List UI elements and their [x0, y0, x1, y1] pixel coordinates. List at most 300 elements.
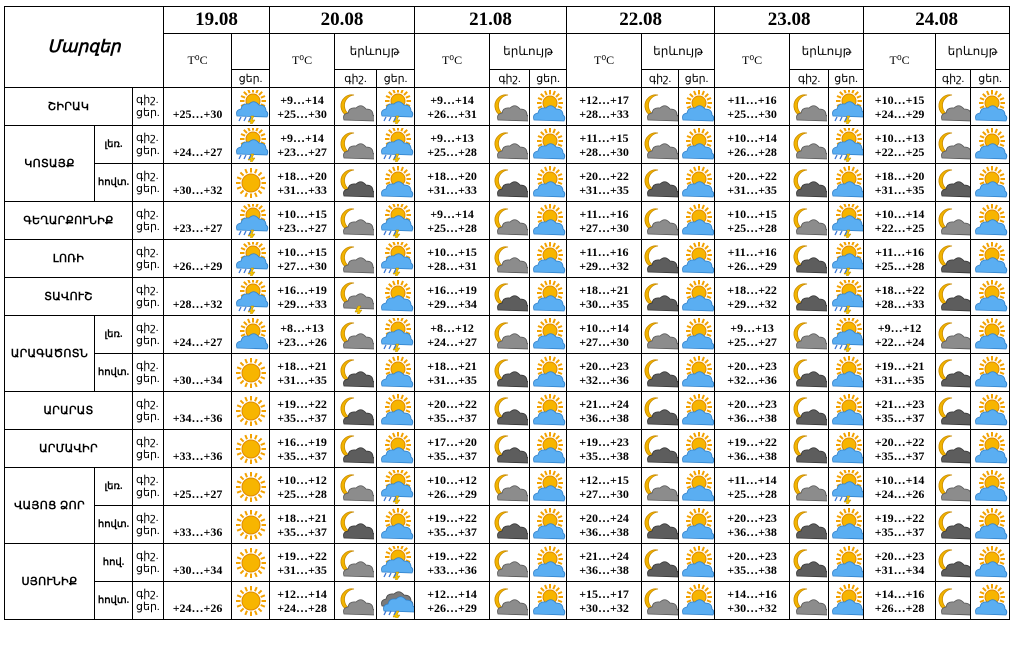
weather-cell: [232, 240, 270, 278]
night-temp: +19…+23: [579, 434, 629, 449]
moon-dark-cloud-icon: [936, 242, 970, 276]
sun-cloud-icon: [829, 546, 863, 580]
night-weather-cell: [936, 164, 971, 202]
day-weather-cell: [377, 354, 415, 392]
day-temp: +31…+35: [874, 372, 925, 387]
day-label: ցեր.: [136, 410, 160, 423]
day-weather-cell: [377, 240, 415, 278]
sun-cloud-icon: [679, 90, 714, 124]
day-temp: +30…+32: [172, 182, 223, 197]
sun-cloud-icon: [971, 356, 1009, 390]
temp-cell: [164, 544, 232, 582]
sun-cloud-icon: [679, 280, 714, 314]
weather-cell: [232, 126, 270, 164]
sun-cloud-storm-icon: [829, 204, 863, 238]
date-header: 23.08: [715, 7, 864, 34]
moon-dark-cloud-icon: [335, 432, 376, 466]
table-row: [5, 316, 1010, 354]
day-weather-cell: [530, 544, 567, 582]
night-weather-cell: [642, 278, 679, 316]
night-temp: +16…+19: [277, 434, 327, 449]
temp-cell: [270, 506, 335, 544]
night-day-label: [133, 316, 164, 354]
day-weather-cell: [679, 430, 715, 468]
day-temp: +26…+28: [727, 144, 777, 159]
weather-cell: [232, 316, 270, 354]
day-weather-cell: [530, 582, 567, 620]
night-weather-cell: [490, 506, 530, 544]
date-header: 19.08: [164, 7, 270, 34]
weather-cell: [232, 506, 270, 544]
night-weather-cell: [642, 164, 679, 202]
date-header: 22.08: [567, 7, 715, 34]
moon-cloud-icon: [490, 90, 529, 124]
night-temp: +21…+23: [874, 396, 925, 411]
temp-cell: [415, 544, 490, 582]
day-temp: +35…+38: [727, 562, 777, 577]
sun-cloud-storm-icon: [232, 128, 269, 162]
temp-cell: [415, 468, 490, 506]
temp-cell: [864, 316, 936, 354]
sun-cloud-icon: [679, 128, 714, 162]
day-temp: +33…+36: [172, 524, 223, 539]
moon-dark-cloud-icon: [490, 166, 529, 200]
night-temp: +11…+16: [875, 244, 925, 259]
night-label: գիշ.: [136, 397, 159, 410]
day-weather-cell: [530, 88, 567, 126]
day-temp: +28…+33: [874, 296, 925, 311]
sun-cloud-icon: [971, 90, 1009, 124]
night-header: գիշ.: [790, 70, 829, 88]
night-day-label: [133, 506, 164, 544]
moon-dark-cloud-icon: [936, 356, 970, 390]
moon-cloud-icon: [790, 90, 828, 124]
sun-cloud-icon: [679, 204, 714, 238]
night-temp: +10…+15: [277, 244, 327, 259]
temp-cell: [415, 582, 490, 620]
night-weather-cell: [790, 316, 829, 354]
night-day-label: [133, 126, 164, 164]
night-temp: +12…+14: [277, 586, 327, 601]
night-temp: +9…+13: [730, 320, 774, 335]
day-temp: +24…+27: [427, 334, 477, 349]
sun-cloud-storm-icon: [829, 242, 863, 276]
night-weather-cell: [790, 164, 829, 202]
sun-cloud-icon: [530, 546, 566, 580]
moon-cloud-icon: [490, 242, 529, 276]
sun-cloud-icon: [530, 394, 566, 428]
sun-cloud-icon: [971, 432, 1009, 466]
night-weather-cell: [335, 88, 377, 126]
night-temp: +9…+14: [280, 130, 324, 145]
temp-header: T⁰C: [415, 34, 490, 88]
zone-name: հովտ.: [95, 506, 133, 544]
night-temp: +9…+12: [877, 320, 922, 335]
day-temp: +35…+37: [277, 524, 327, 539]
day-temp: +31…+33: [277, 182, 327, 197]
night-temp: +20…+23: [579, 358, 629, 373]
sun-cloud-icon: [377, 394, 414, 428]
night-weather-cell: [936, 240, 971, 278]
sun-cloud-icon: [971, 470, 1009, 504]
day-weather-cell: [679, 164, 715, 202]
sun-icon: [232, 584, 269, 618]
temp-cell: [270, 278, 335, 316]
day-weather-cell: [829, 240, 864, 278]
day-temp: +25…+28: [727, 220, 777, 235]
moon-cloud-icon: [936, 128, 970, 162]
day-temp: +31…+35: [727, 182, 777, 197]
moon-cloud-icon: [490, 128, 529, 162]
moon-dark-cloud-icon: [642, 242, 678, 276]
day-label: ցեր.: [136, 258, 160, 271]
moon-dark-cloud-icon: [936, 546, 970, 580]
temp-cell: [415, 506, 490, 544]
sun-cloud-icon: [530, 166, 566, 200]
night-weather-cell: [936, 468, 971, 506]
day-temp: +35…+37: [427, 448, 477, 463]
moon-dark-cloud-icon: [490, 280, 529, 314]
temp-cell: [715, 240, 790, 278]
temp-cell: [415, 430, 490, 468]
temp-header: T⁰C: [270, 34, 335, 88]
moon-cloud-icon: [642, 584, 678, 618]
weather-cell: [232, 354, 270, 392]
day-label: ցեր.: [136, 106, 160, 119]
night-weather-cell: [936, 506, 971, 544]
sun-cloud-icon: [971, 318, 1009, 352]
temp-cell: [864, 430, 936, 468]
day-weather-cell: [377, 202, 415, 240]
night-label: գիշ.: [136, 549, 159, 562]
night-temp: +10…+14: [874, 472, 925, 487]
zone-name: հով.: [95, 544, 133, 582]
night-temp: +8…+12: [430, 320, 474, 335]
moon-cloud-icon: [490, 204, 529, 238]
temp-cell: [715, 278, 790, 316]
temp-cell: [567, 544, 642, 582]
temp-cell: [864, 126, 936, 164]
night-temp: +10…+15: [874, 92, 925, 107]
day-temp: +23…+27: [172, 220, 223, 235]
temp-cell: [715, 582, 790, 620]
sun-cloud-icon: [679, 432, 714, 466]
night-weather-cell: [335, 392, 377, 430]
sun-cloud-icon: [971, 394, 1009, 428]
day-weather-cell: [679, 316, 715, 354]
sun-icon: [232, 432, 269, 466]
day-weather-cell: [971, 468, 1010, 506]
weather-header: երևույթ: [790, 34, 864, 70]
day-header: ցեր.: [679, 70, 715, 88]
temp-cell: [715, 544, 790, 582]
zone-name: հովտ.: [95, 354, 133, 392]
moon-cloud-icon: [936, 318, 970, 352]
night-temp: +10…+12: [427, 472, 477, 487]
night-temp: +9…+14: [430, 206, 474, 221]
temp-cell: [715, 316, 790, 354]
moon-cloud-icon: [790, 318, 828, 352]
day-header: ցեր.: [971, 70, 1010, 88]
moon-dark-cloud-icon: [936, 508, 970, 542]
day-temp: +23…+27: [277, 144, 327, 159]
day-temp: +28…+32: [172, 296, 223, 311]
temp-cell: [164, 430, 232, 468]
day-temp: +23…+26: [277, 334, 327, 349]
day-weather-cell: [530, 354, 567, 392]
night-weather-cell: [642, 582, 679, 620]
sun-cloud-icon: [679, 508, 714, 542]
night-temp: +19…+22: [427, 510, 477, 525]
day-temp: +25…+28: [874, 258, 925, 273]
weather-cell: [232, 164, 270, 202]
region-name: ՍՅՈՒՆԻՔ: [5, 544, 95, 620]
moon-cloud-icon: [790, 128, 828, 162]
night-weather-cell: [335, 240, 377, 278]
moon-dark-cloud-icon: [490, 432, 529, 466]
sun-cloud-icon: [829, 394, 863, 428]
night-temp: +16…+19: [277, 282, 327, 297]
sun-icon: [232, 508, 269, 542]
sun-cloud-icon: [530, 584, 566, 618]
night-temp: +18…+20: [874, 168, 925, 183]
day-weather-cell: [530, 240, 567, 278]
day-weather-cell: [377, 506, 415, 544]
sun-cloud-storm-icon: [377, 242, 414, 276]
day-temp: +25…+27: [727, 334, 777, 349]
day-weather-cell: [679, 202, 715, 240]
table-row: [5, 88, 1010, 126]
day-temp: +35…+37: [277, 448, 327, 463]
table-row: [5, 544, 1010, 582]
day-temp: +33…+36: [427, 562, 477, 577]
night-temp: +12…+15: [579, 472, 629, 487]
moon-dark-cloud-icon: [490, 508, 529, 542]
moon-dark-cloud-icon: [642, 508, 678, 542]
night-temp: +19…+22: [277, 548, 327, 563]
moon-dark-cloud-icon: [642, 432, 678, 466]
weather-header: երևույթ: [490, 34, 567, 70]
day-weather-cell: [679, 88, 715, 126]
day-temp: +26…+29: [172, 258, 223, 273]
night-day-label: [133, 468, 164, 506]
night-label: գիշ.: [136, 169, 159, 182]
temp-cell: [164, 316, 232, 354]
sun-cloud-storm-icon: [232, 204, 269, 238]
sun-cloud-icon: [530, 242, 566, 276]
day-weather-cell: [971, 430, 1010, 468]
day-temp: +35…+37: [874, 448, 925, 463]
region-name: ԱՐՄԱՎԻՐ: [5, 430, 133, 468]
night-temp: +12…+14: [427, 586, 477, 601]
night-day-label: [133, 430, 164, 468]
sun-cloud-storm-icon: [829, 128, 863, 162]
night-temp: +19…+22: [427, 548, 477, 563]
sun-cloud-icon: [829, 356, 863, 390]
night-day-label: [133, 88, 164, 126]
sun-cloud-icon: [530, 318, 566, 352]
temp-cell: [270, 544, 335, 582]
moon-dark-cloud-icon: [490, 394, 529, 428]
sun-cloud-icon: [679, 166, 714, 200]
temp-cell: [715, 430, 790, 468]
day-temp: +30…+35: [579, 296, 629, 311]
table-row: [5, 278, 1010, 316]
day-weather-cell: [530, 468, 567, 506]
sun-cloud-icon: [679, 356, 714, 390]
day-header: ցեր.: [377, 70, 415, 88]
temp-cell: [715, 88, 790, 126]
moon-cloud-icon: [790, 584, 828, 618]
day-temp: +24…+29: [874, 106, 925, 121]
night-temp: +18…+20: [277, 168, 327, 183]
night-weather-cell: [642, 126, 679, 164]
day-label: ցեր.: [136, 524, 160, 537]
day-temp: +28…+30: [579, 144, 629, 159]
day-label: ցեր.: [136, 486, 160, 499]
moon-cloud-icon: [936, 584, 970, 618]
sun-cloud-storm-icon: [232, 90, 269, 124]
day-temp: +36…+38: [579, 562, 629, 577]
day-temp: +34…+36: [172, 410, 223, 425]
sun-cloud-icon: [829, 432, 863, 466]
day-temp: +32…+36: [727, 372, 777, 387]
table-row: [5, 202, 1010, 240]
moon-cloud-icon: [490, 470, 529, 504]
night-temp: +18…+21: [579, 282, 629, 297]
day-weather-cell: [829, 126, 864, 164]
day-weather-cell: [377, 468, 415, 506]
night-temp: +20…+23: [727, 548, 777, 563]
night-temp: +20…+22: [579, 168, 629, 183]
table-row: [5, 506, 1010, 544]
weather-header-empty: [232, 34, 270, 70]
day-temp: +35…+37: [277, 410, 327, 425]
night-temp: +20…+23: [727, 510, 777, 525]
day-weather-cell: [679, 278, 715, 316]
sun-cloud-icon: [679, 318, 714, 352]
day-temp: +36…+38: [727, 410, 777, 425]
day-temp: +27…+30: [579, 220, 629, 235]
day-weather-cell: [829, 430, 864, 468]
weather-cell: [232, 430, 270, 468]
moon-dark-cloud-icon: [642, 280, 678, 314]
day-temp: +25…+28: [277, 486, 327, 501]
day-temp: +30…+34: [172, 562, 223, 577]
day-weather-cell: [679, 506, 715, 544]
table-row: [5, 392, 1010, 430]
day-temp: +35…+37: [427, 524, 477, 539]
sun-cloud-icon: [530, 508, 566, 542]
sun-cloud-icon: [971, 166, 1009, 200]
night-weather-cell: [335, 544, 377, 582]
night-temp: +15…+17: [579, 586, 629, 601]
regions-title: Մարզեր: [5, 7, 164, 88]
sun-icon: [232, 166, 269, 200]
temp-cell: [415, 278, 490, 316]
day-weather-cell: [377, 582, 415, 620]
temp-cell: [567, 88, 642, 126]
day-weather-cell: [829, 202, 864, 240]
sun-cloud-storm-icon: [377, 128, 414, 162]
night-weather-cell: [490, 164, 530, 202]
temp-cell: [715, 392, 790, 430]
night-day-label: [133, 354, 164, 392]
header-row-dates: [5, 7, 1010, 34]
temp-cell: [715, 468, 790, 506]
temp-cell: [270, 582, 335, 620]
night-weather-cell: [490, 544, 530, 582]
day-temp: +24…+26: [172, 600, 223, 615]
night-weather-cell: [642, 544, 679, 582]
day-temp: +30…+32: [579, 600, 629, 615]
sun-cloud-storm-icon: [232, 280, 269, 314]
sun-cloud-storm-icon: [829, 90, 863, 124]
day-weather-cell: [971, 202, 1010, 240]
temp-cell: [567, 582, 642, 620]
temp-cell: [864, 544, 936, 582]
sun-cloud-icon: [971, 508, 1009, 542]
moon-dark-cloud-icon: [936, 166, 970, 200]
night-weather-cell: [790, 392, 829, 430]
moon-dark-cloud-icon: [936, 432, 970, 466]
day-weather-cell: [971, 544, 1010, 582]
temp-cell: [270, 88, 335, 126]
night-weather-cell: [490, 126, 530, 164]
day-label: ցեր.: [136, 448, 160, 461]
sun-cloud-icon: [530, 204, 566, 238]
night-weather-cell: [936, 430, 971, 468]
day-temp: +27…+30: [579, 486, 629, 501]
temp-header: T⁰C: [164, 34, 232, 88]
night-temp: +14…+16: [874, 586, 925, 601]
moon-cloud-icon: [490, 546, 529, 580]
day-temp: +33…+36: [172, 448, 223, 463]
day-label: ցեր.: [136, 220, 160, 233]
sun-cloud-storm-icon: [232, 242, 269, 276]
forecast-table: [4, 6, 1010, 620]
moon-cloud-icon: [936, 470, 970, 504]
zone-name: հովտ.: [95, 164, 133, 202]
night-temp: +16…+19: [427, 282, 477, 297]
night-temp: +11…+16: [727, 92, 777, 107]
sun-cloud-storm-icon: [829, 470, 863, 504]
day-temp: +25…+28: [427, 144, 477, 159]
day-temp: +25…+30: [172, 106, 223, 121]
temp-cell: [415, 88, 490, 126]
night-weather-cell: [642, 506, 679, 544]
day-header: ցեր.: [232, 70, 270, 88]
moon-cloud-icon: [642, 90, 678, 124]
night-weather-cell: [642, 392, 679, 430]
night-weather-cell: [790, 126, 829, 164]
temp-cell: [164, 506, 232, 544]
night-temp: +20…+22: [727, 168, 777, 183]
moon-dark-cloud-icon: [335, 394, 376, 428]
day-weather-cell: [829, 88, 864, 126]
table-row: [5, 468, 1010, 506]
night-label: գիշ.: [136, 321, 159, 334]
moon-cloud-storm-icon: [335, 280, 376, 314]
day-weather-cell: [971, 164, 1010, 202]
temp-header: T⁰C: [715, 34, 790, 88]
day-weather-cell: [829, 316, 864, 354]
temp-cell: [567, 126, 642, 164]
day-temp: +24…+27: [172, 144, 223, 159]
moon-cloud-icon: [335, 90, 376, 124]
zone-name: լեռ.: [95, 126, 133, 164]
day-temp: +36…+38: [727, 524, 777, 539]
